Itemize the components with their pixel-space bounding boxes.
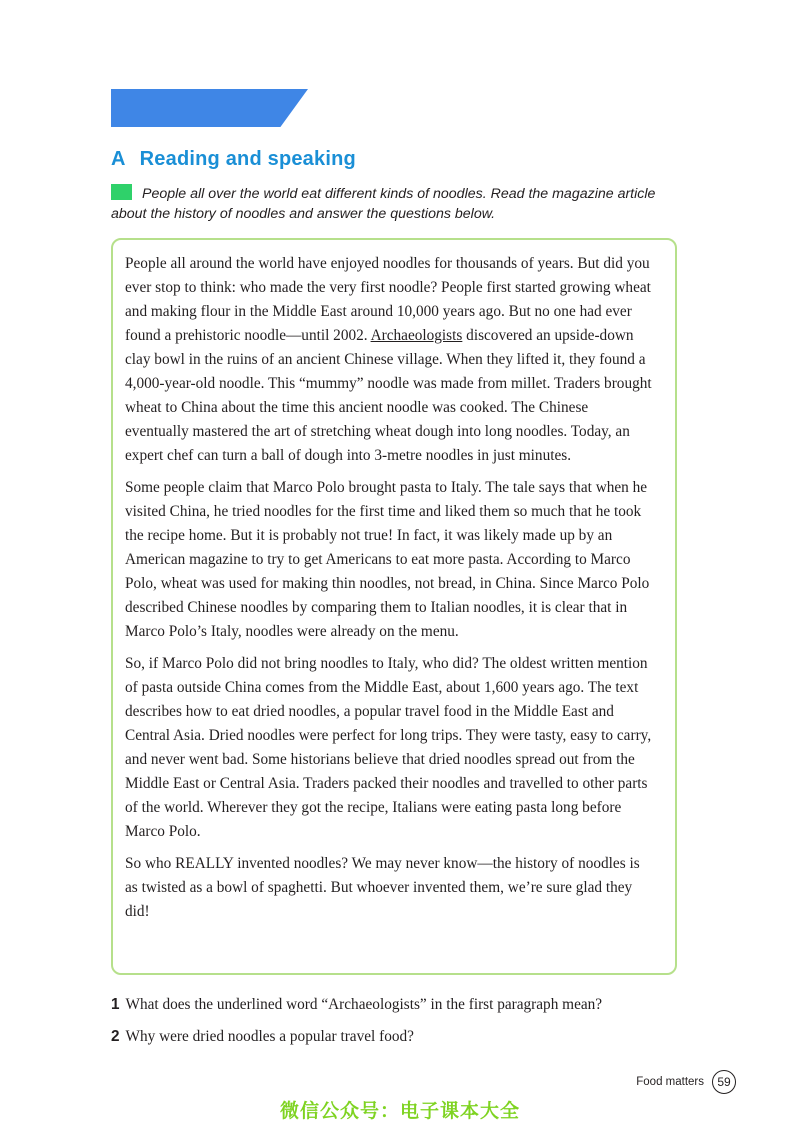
question-text: Why were dried noodles a popular travel food? <box>125 1028 414 1045</box>
section-title <box>111 148 356 171</box>
instruction-marker-icon <box>111 184 132 200</box>
question-1 <box>111 993 691 1017</box>
question-number: 1 <box>111 996 120 1013</box>
question-2 <box>111 1025 691 1049</box>
page-footer <box>636 1070 736 1094</box>
question-text: What does the underlined word “Archaeologists” in the first paragraph mean? <box>125 996 603 1013</box>
article-box <box>111 238 677 975</box>
instruction-text: People all over the world eat different kinds of noodles. Read the magazine article about the history of noodles and answer the questions below. <box>111 186 656 222</box>
instruction <box>111 184 686 224</box>
article-paragraph-2: Some people claim that Marco Polo brought pasta to Italy. The tale says that when he visited China, he tried noodles for the first time and liked them so much that he took the recipe home. But it is probably not true! In fact, it was likely made up by an American magazine to try to get Americans to eat more pasta. According to Marco Polo, wheat was used for making thin noodles, not bread, in China. Since Marco Polo described Chinese noodles by comparing them to Italian noodles, it is clear that in Marco Polo’s Italy, noodles were already on the menu. <box>125 479 650 640</box>
article-paragraph-4: So who REALLY invented noodles? We may never know—the history of noodles is as twisted as a bowl of spaghetti. But whoever invented them, we’re sure glad they did! <box>125 855 640 920</box>
footer-label: Food matters <box>636 1076 704 1088</box>
question-number: 2 <box>111 1028 120 1045</box>
header-banner <box>111 89 308 127</box>
watermark: 微信公众号：电子课本大全 <box>279 1100 520 1122</box>
article-paragraph-3: So, if Marco Polo did not bring noodles to Italy, who did? The oldest written mention of pasta outside China comes from the Middle East, about 1,600 years ago. The text describes how to eat dried noodles, a popular travel food in the Middle East and Central Asia. Dried noodles were perfect for long trips. They were tasty, easy to carry, and never went bad. Some historians believe that dried noodles spread out from the Middle East or Central Asia. Traders packed their noodles and travelled to other parts of the world. Wherever they got the recipe, Italians were eating pasta long before Marco Polo. <box>125 655 652 840</box>
underlined-word: Archaeologists <box>370 327 463 344</box>
page-number: 59 <box>712 1070 736 1094</box>
article-paragraph-1 <box>125 252 655 468</box>
section-letter: A <box>111 148 126 170</box>
section-title-text: Reading and speaking <box>139 148 356 170</box>
article-p1-start: People all around the world have enjoyed noodles for thousands of years. But did you ever stop to think: who made the very first noodle? People first started growing wheat and making flour in the Middle East around 10,000 years ago. But no one had ever found a prehistoric noodle—until 2002. <box>125 255 651 344</box>
questions-list <box>111 993 691 1057</box>
article-p1-end: discovered an upside-down clay bowl in the ruins of an ancient Chinese village. When they lifted it, they found a 4,000-year-old noodle. This “mummy” noodle was made from millet. Traders brought wheat to China about the time this ancient noodle was cooked. The Chinese eventually mastered the art of stretching wheat dough into long noodles. Today, an expert chef can turn a ball of dough into 3-metre noodles in just minutes. <box>125 327 652 464</box>
